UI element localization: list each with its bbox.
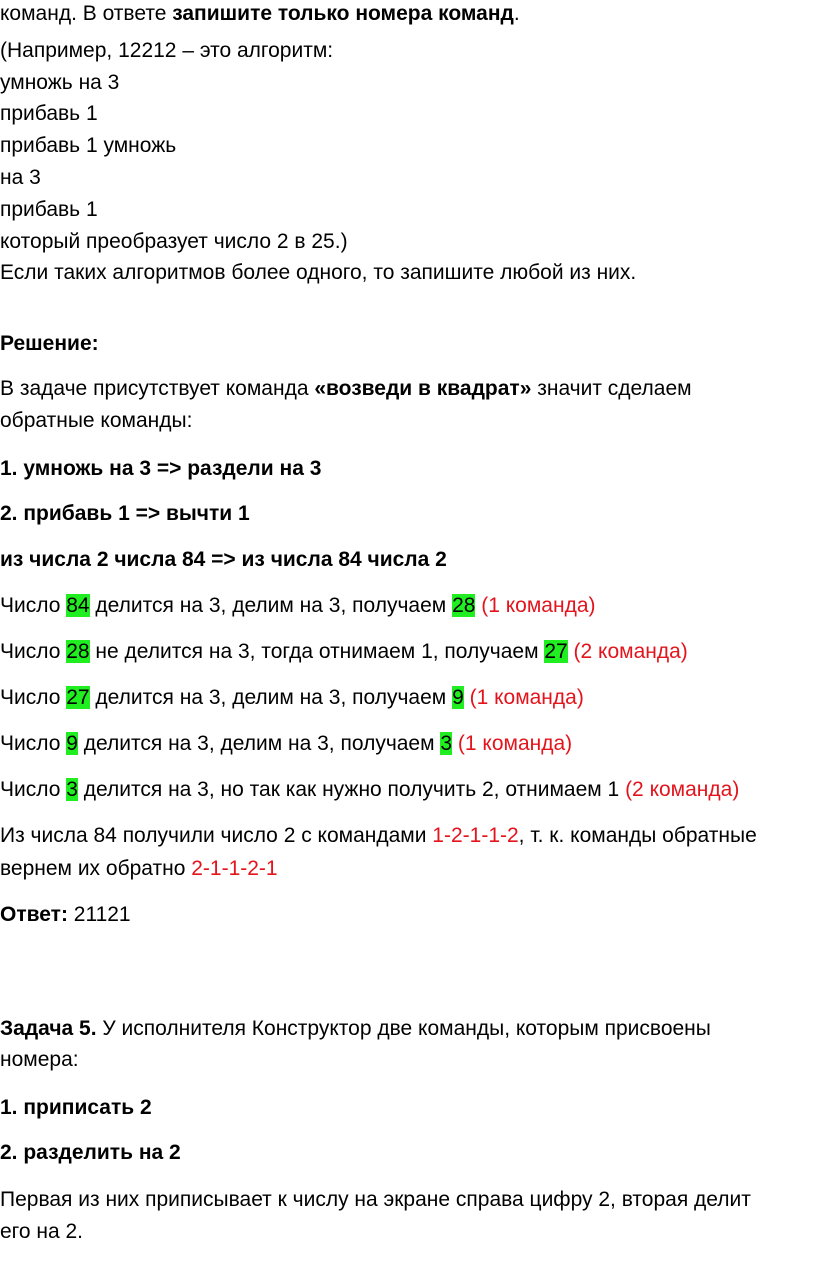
step-text: Число	[0, 778, 67, 801]
highlighted-number: 27	[66, 686, 90, 709]
task5-line-2: номера:	[0, 1048, 79, 1071]
answer-line	[0, 901, 131, 929]
intro-line-4: прибавь 1	[0, 102, 98, 125]
solution-paragraph-line-1	[0, 375, 692, 403]
conclusion-text: вернем их обратно	[0, 857, 192, 880]
command-sequence: 1-2-1-1-2	[432, 824, 519, 847]
square-command: «возведи в квадрат»	[314, 377, 532, 400]
intro-line-9: Если таких алгоритмов более одного, то запишите любой из них.	[0, 261, 637, 284]
intro-bold: запишите только номера команд	[172, 2, 514, 25]
solution-text: значит сделаем	[531, 377, 692, 400]
inverse-command-1: 1. умножь на 3 => раздели на 3	[0, 457, 322, 480]
solution-text: В задаче присутствует команда	[0, 377, 315, 400]
conclusion-line-1	[0, 822, 757, 850]
step-text: Число	[0, 640, 67, 663]
conclusion-text: Из числа 84 получили число 2 с командами	[0, 824, 433, 847]
command-number: (1 команда)	[475, 594, 596, 617]
highlighted-number: 3	[66, 778, 78, 801]
intro-line-5: прибавь 1 умножь	[0, 134, 177, 157]
step-text: Число	[0, 732, 67, 755]
inverse-command-2: 2. прибавь 1 => вычти 1	[0, 502, 250, 525]
highlighted-number: 28	[66, 640, 90, 663]
step-line-4	[0, 730, 572, 758]
intro-line-1	[0, 0, 520, 28]
intro-line-3: умножь на 3	[0, 71, 120, 94]
reversed-sequence: 2-1-1-2-1	[191, 857, 278, 880]
task5-text: У исполнителя Конструктор две команды, которым присвоены	[96, 1017, 711, 1040]
step-text: делится на 3, делим на 3, получаем	[77, 732, 441, 755]
command-number: (2 команда)	[567, 640, 688, 663]
task5-line-1	[0, 1015, 711, 1043]
solution-paragraph-line-2: обратные команды:	[0, 409, 193, 432]
intro-line-6: на 3	[0, 166, 41, 189]
intro-dot: .	[513, 2, 520, 25]
intro-line-7: прибавь 1	[0, 198, 98, 221]
intro-line-8: который преобразует число 2 в 25.)	[0, 230, 348, 253]
from-to-statement: из числа 2 числа 84 => из числа 84 числа 2	[0, 548, 447, 571]
intro-text: команд. В ответе	[0, 2, 173, 25]
intro-line-2: (Например, 12212 – это алгоритм:	[0, 39, 334, 62]
task5-command-2: 2. разделить на 2	[0, 1141, 181, 1164]
conclusion-text: , т. к. команды обратные	[518, 824, 757, 847]
highlighted-result: 27	[544, 640, 568, 663]
highlighted-number: 84	[66, 594, 90, 617]
step-text: Число	[0, 686, 67, 709]
step-text: Число	[0, 594, 67, 617]
command-number: (1 команда)	[463, 686, 584, 709]
task5-label: Задача 5.	[0, 1017, 97, 1040]
highlighted-result: 3	[440, 732, 453, 755]
answer-value: 21121	[67, 903, 131, 926]
step-text: делится на 3, делим на 3, получаем	[89, 594, 453, 617]
step-line-3	[0, 684, 584, 712]
answer-label: Ответ:	[0, 903, 68, 926]
command-number: (2 команда)	[625, 778, 740, 801]
solution-heading: Решение:	[0, 332, 99, 355]
task5-command-1: 1. приписать 2	[0, 1096, 152, 1119]
conclusion-line-2	[0, 855, 278, 883]
step-text: делится на 3, делим на 3, получаем	[89, 686, 453, 709]
step-text: делится на 3, но так как нужно получить 2, отнимаем 1	[77, 778, 626, 801]
task5-description-line-1: Первая из них приписывает к числу на экране справа цифру 2, вторая делит	[0, 1188, 751, 1211]
highlighted-result: 28	[452, 594, 476, 617]
step-line-1	[0, 592, 596, 620]
step-line-5	[0, 776, 739, 804]
task5-description-line-2: его на 2.	[0, 1220, 84, 1243]
command-number: (1 команда)	[452, 732, 573, 755]
highlighted-number: 9	[66, 732, 78, 755]
step-text: не делится на 3, тогда отнимаем 1, получаем	[89, 640, 545, 663]
highlighted-result: 9	[452, 686, 464, 709]
step-line-2	[0, 638, 688, 666]
